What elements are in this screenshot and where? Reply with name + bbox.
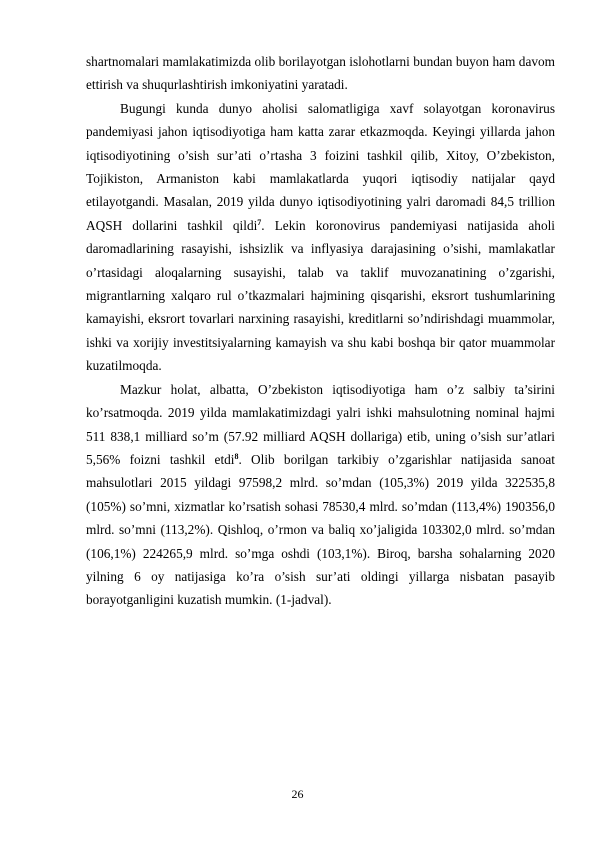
paragraph-2-text: Bugungi kunda dunyo aholisi salomatligiga xavf solayotgan koronavirus pandemiyasi jahon iqtisodiyotiga ham katta zarar etkazmoqda. Keyingi yillarda jahon iqtisodiyotining o’sish sur’ati o’rtasha 3 foizini tashkil qilib, Xitoy, O’zbekiston, Tojikiston, Armaniston kabi mamlakatlarda yuqori iqtisodiy natijalar qayd etilayotgandi. Masalan, 2019 yilda dunyo iqtisodiyotining yalri daromadi 84,5 trillion AQSH dollarini tashkil qildi — [86, 100, 555, 233]
footnote-ref-7[interactable]: 7 — [257, 217, 262, 227]
paragraph-3-text-continued: . Olib borilgan tarkibiy o’zgarishlar natijasida sanoat mahsulotlari 2015 yildagi 97598,2 mlrd. so’mdan (105,3%) 2019 yilda 322535,8 (105%) so’mni, xizmatlar ko’rsatish sohasi 78530,4 mlrd. so’mdan (113,4%) 190356,0 mlrd. so’mni (113,2%). Qishloq, o’rmon va baliq xo’jaligida 103302,0 mlrd. so’mdan (106,1%) 224265,9 mlrd. so’mga oshdi (103,1%). Biroq, barsha sohalarning 2020 yilning 6 oy natijasiga ko’ra o’sish sur’ati oldingi yillarga nisbatan pasayib borayotganligini kuzatish mumkin. (1-jadval). — [86, 451, 555, 608]
paragraph-2-text-continued: . Lekin koronovirus pandemiyasi natijasida aholi daromadlarining rasayishi, ishsizlik va inflyasiya darajasining o’sishi, mamlakatlar o’rtasidagi aloqalarning susayishi, talab va taklif muvozanatining o’zgarishi, migrantlarning xalqaro rul o’tkazmalari hajmining qisqarishi, eksrort tushumlarining kamayishi, eksrort tovarlari narxining rasayishi, kreditlarni so’ndirishdagi muammolar, ishki va xorijiy investitsiyalarning kamayish va shu kabi boshqa bir qator muammolar kuzatilmoqda. — [86, 217, 555, 374]
paragraph-1-text: shartnomalari mamlakatimizda olib borilayotgan islohotlarni bundan buyon ham davom ettirish va shuqurlashtirish imkoniyatini yaratadi. — [86, 54, 555, 93]
document-body — [86, 50, 555, 612]
page-number: 26 — [291, 787, 304, 801]
paragraph-1 — [86, 50, 555, 97]
paragraph-2 — [86, 97, 555, 378]
paragraph-3-text: Mazkur holat, albatta, O’zbekiston iqtisodiyotiga ham o’z salbiy ta’sirini ko’rsatmoqda. 2019 yilda mamlakatimizdagi yalri ishki mahsulotning nominal hajmi 511 838,1 milliard so’m (57.92 milliard AQSH dollariga) etib, uning o’sish sur’atlari 5,56% foizni tashkil etdi — [86, 381, 555, 467]
footnote-ref-8[interactable]: 8 — [234, 451, 239, 461]
paragraph-3 — [86, 378, 555, 612]
